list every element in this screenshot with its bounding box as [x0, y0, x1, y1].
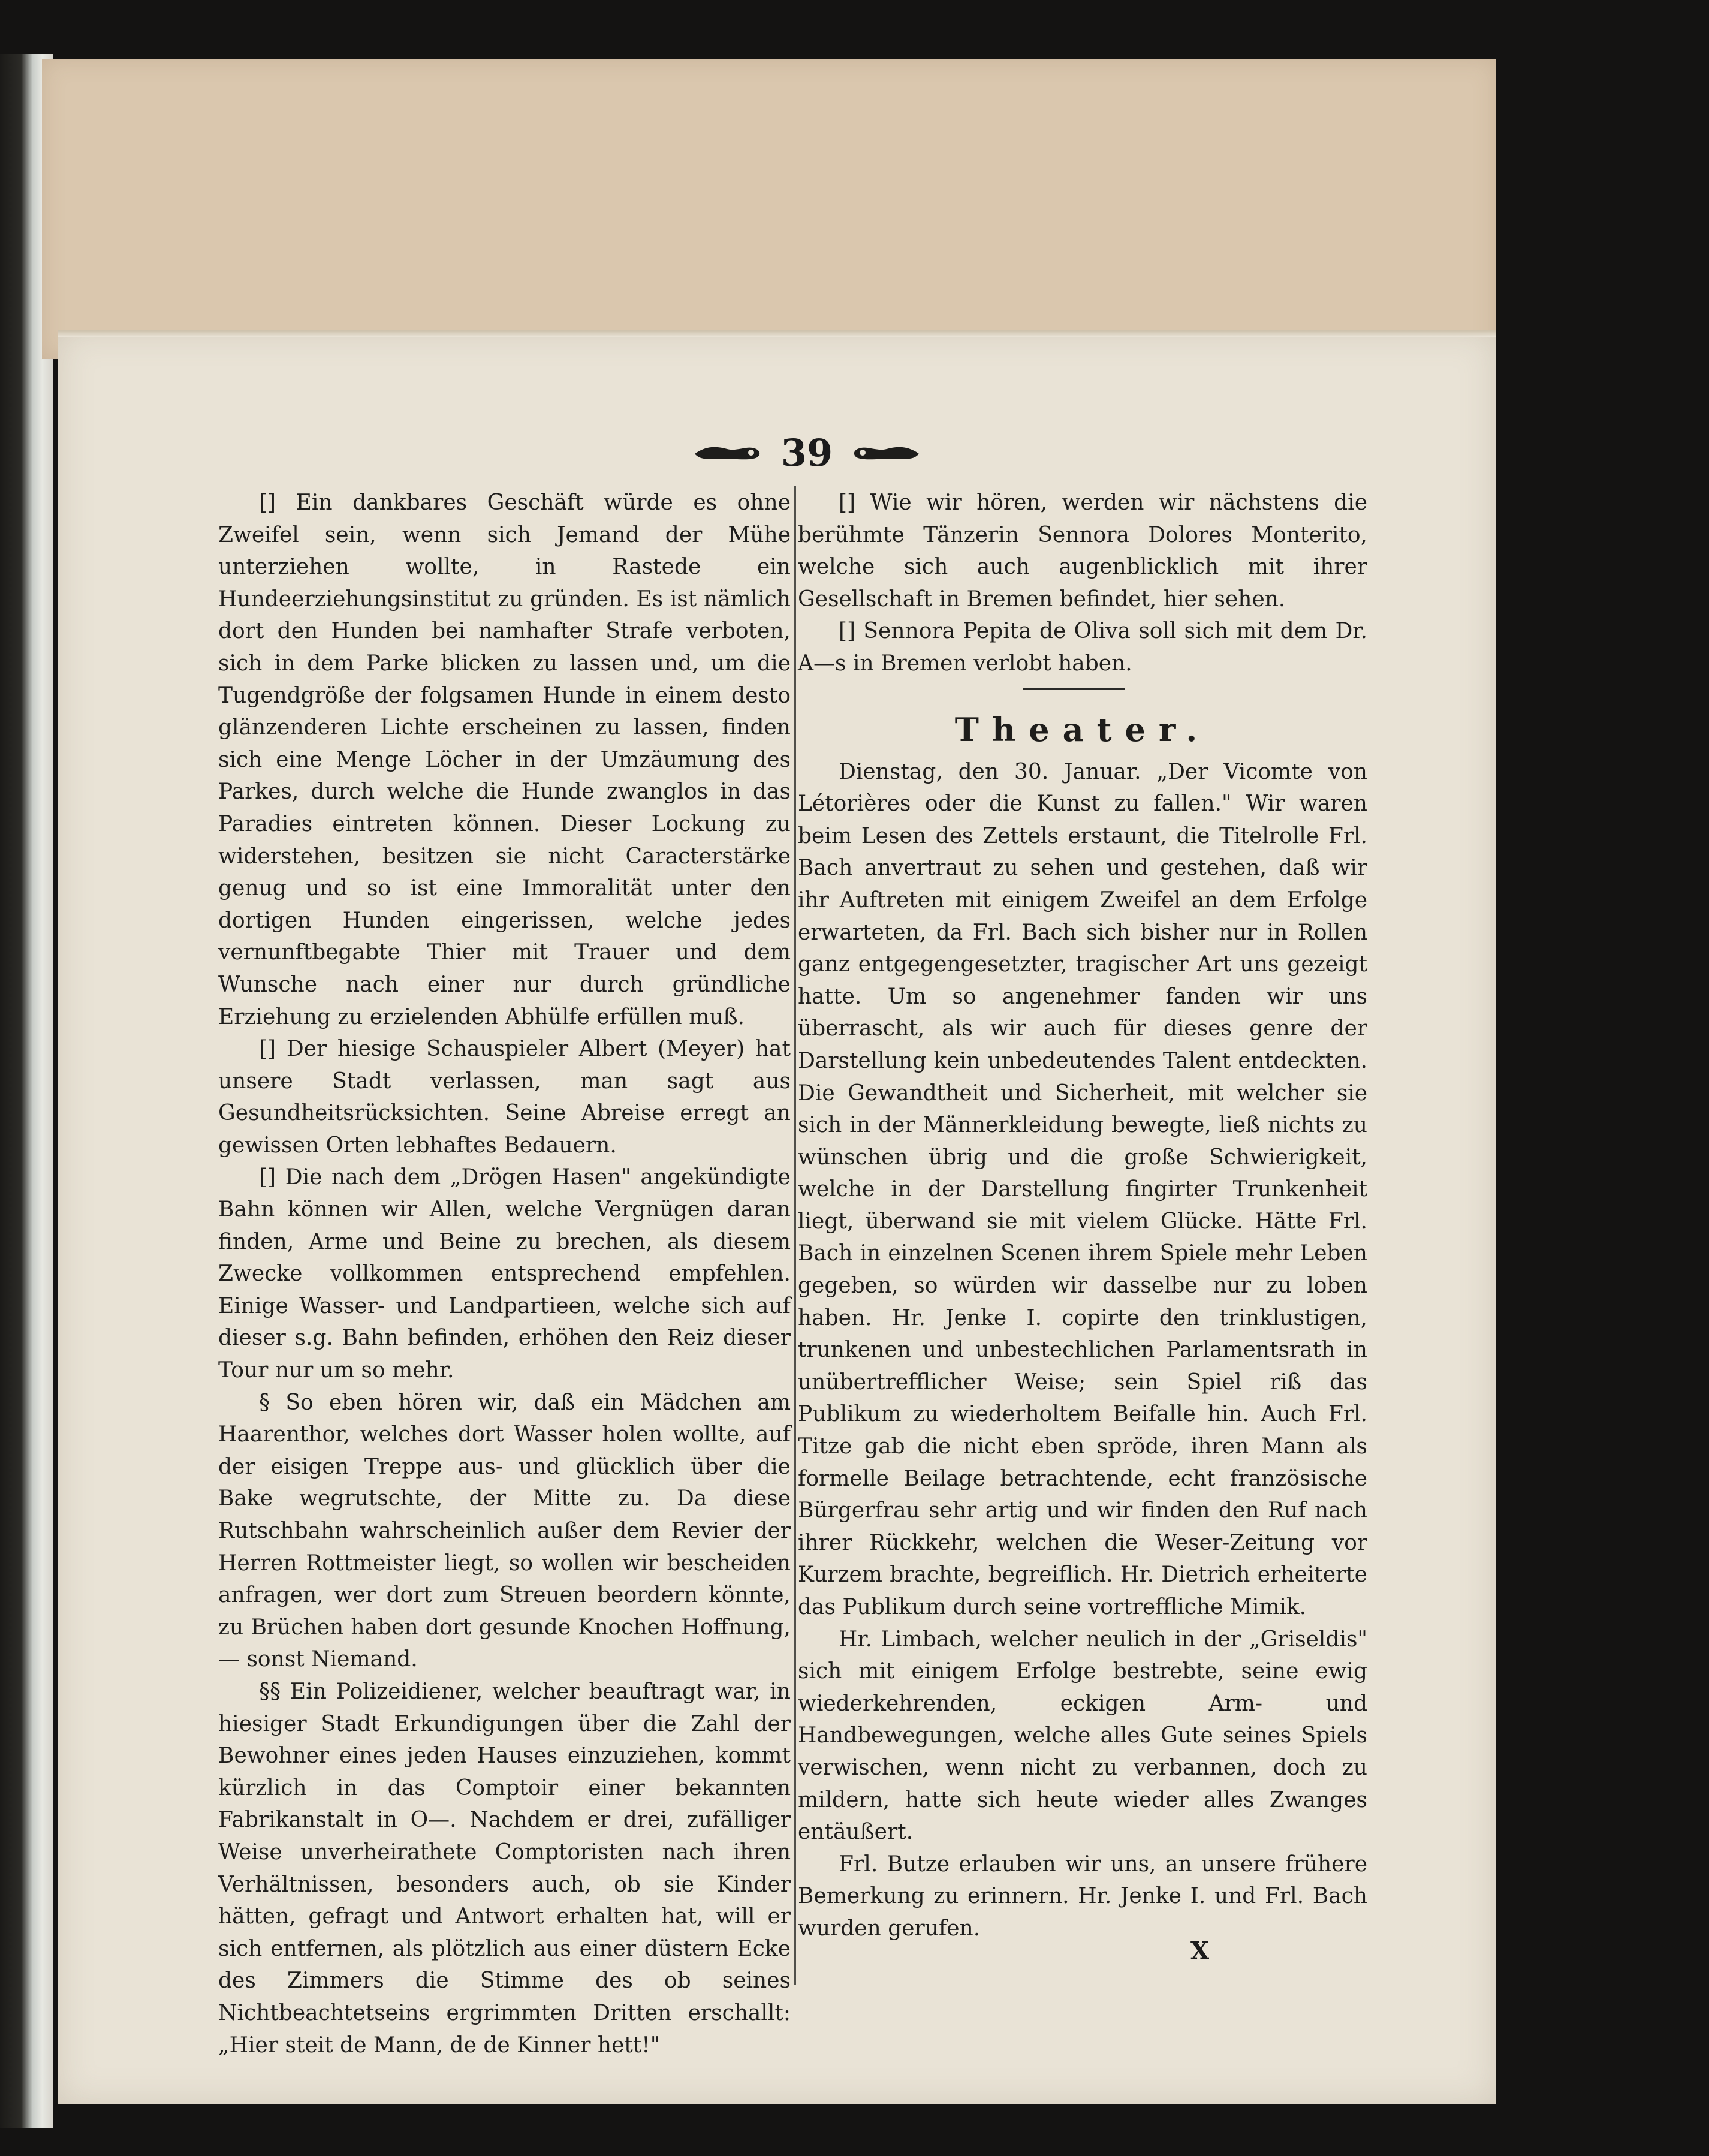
right-column	[798, 487, 1367, 1945]
news-paragraph: [] Sennora Pepita de Oliva soll sich mit dem Dr. A—s in Bremen verlobt haben.	[798, 619, 1367, 676]
page-number: 39	[780, 430, 833, 475]
footer-mark: X	[1190, 1937, 1210, 1965]
section-rule	[1023, 688, 1125, 690]
news-paragraph: [] Wie wir hören, werden wir nächstens die berühmte Tänzerin Sennora Dolores Monterito, welche sich auch augenblicklich mit ihrer Gesellschaft in Bremen befindet, hier sehen.	[798, 490, 1367, 612]
right-ornament-icon	[849, 441, 921, 465]
theater-paragraph: Hr. Limbach, welcher neulich in der „Griseldis" sich mit einigem Erfolge bestrebte, seine ewig wiederkehrenden, eckigen Arm- und Handbewegungen, welche alles Gute seines Spiels verwischen, wenn nicht zu verbannen, doch zu mildern, hatte sich heute wieder alles Zwanges entäußert.	[798, 1627, 1367, 1845]
article-paragraph: [] Ein dankbares Geschäft würde es ohne Zweifel sein, wenn sich Jemand der Mühe unterziehen wollte, in Rastede ein Hundeerziehungsinstitut zu gründen. Es ist nämlich dort den Hunden bei namhafter Strafe verboten, sich in dem Parke blicken zu lassen und, um die Tugendgröße der folgsamen Hunde in einem desto glänzenderen Lichte erscheinen zu lassen, finden sich eine Menge Löcher in der Umzäumung des Parkes, durch welche die Hunde zwanglos in das Paradies eintreten können. Dieser Lockung zu widerstehen, besitzen sie nicht Caracterstärke genug und so ist eine Immoralität unter den dortigen Hunden eingerissen, welche jedes vernunftbegabte Thier mit Trauer und dem Wunsche nach einer nur durch gründliche Erziehung zu erzielenden Abhülfe erfüllen muß.	[218, 490, 791, 1029]
left-column	[218, 487, 791, 2061]
article-paragraph: [] Die nach dem „Drögen Hasen" angekündigte Bahn können wir Allen, welche Vergnügen daran finden, Arme und Beine zu brechen, als diesem Zwecke vollkommen entsprechend empfehlen. Einige Wasser- und Landpartieen, welche sich auf dieser s.g. Bahn befinden, erhöhen den Reiz dieser Tour nur um so mehr.	[218, 1165, 791, 1383]
newspaper-page	[58, 330, 1496, 2104]
page-header	[657, 426, 957, 480]
back-sheet	[42, 59, 1496, 359]
column-divider	[794, 486, 796, 1985]
article-paragraph: § So eben hören wir, daß ein Mädchen am Haarenthor, welches dort Wasser holen wollte, auf der eisigen Treppe aus- und glücklich über die Bake wegrutschte, der Mitte zu. Da diese Rutschbahn wahrscheinlich außer dem Revier der Herren Rottmeister liegt, so wollen wir bescheiden anfragen, wer dort zum Streuen beordern könnte, zu Brüchen haben dort gesunde Knochen Hoffnung, — sonst Niemand.	[218, 1390, 791, 1672]
theater-paragraph: Dienstag, den 30. Januar. „Der Vicomte von Létorières oder die Kunst zu fallen." Wir waren beim Lesen des Zettels erstaunt, die Titelrolle Frl. Bach anvertraut zu sehen und gestehen, daß wir ihr Auftreten mit einigem Zweifel an dem Erfolge erwarteten, da Frl. Bach sich bisher nur in Rollen ganz entgegengesetzter, tragischer Art uns gezeigt hatte. Um so angenehmer fanden wir uns überrascht, als wir auch für dieses genre der Darstellung kein unbedeutendes Talent entdeckten. Die Gewandtheit und Sicherheit, mit welcher sie sich in der Männerkleidung bewegte, ließ nichts zu wünschen übrig und die große Schwierigkeit, welche in der Darstellung fingirter Trunkenheit liegt, überwand sie mit vielem Glücke. Hätte Frl. Bach in einzelnen Scenen ihrem Spiele mehr Leben gegeben, so würden wir dasselbe nur zu loben haben. Hr. Jenke I. copirte den trinklustigen, trunkenen und unbestechlichen Parlamentsrath in unübertrefflicher Weise; sein Spiel riß das Publikum zu wiederholtem Beifalle hin. Auch Frl. Titze gab die nicht eben spröde, ihren Mann als formelle Beilage betrachtende, echt französische Bürgerfrau sehr artig und wir finden den Ruf nach ihrer Rückkehr, welchen die Weser-Zeitung vor Kurzem brachte, begreiflich. Hr. Dietrich erheiterte das Publikum durch seine vortreffliche Mimik.	[798, 759, 1367, 1619]
left-ornament-icon	[692, 441, 764, 465]
book-binding-edge	[0, 54, 53, 2128]
theater-paragraph: Frl. Butze erlauben wir uns, an unsere frühere Bemerkung zu erinnern. Hr. Jenke I. und Frl. Bach wurden gerufen.	[798, 1851, 1367, 1941]
section-heading: Theater.	[954, 710, 1211, 749]
article-paragraph: §§ Ein Polizeidiener, welcher beauftragt war, in hiesiger Stadt Erkundigungen über die Zahl der Bewohner eines jeden Hauses einzuziehen, kommt kürzlich in das Comptoir einer bekannten Fabrikanstalt in O—. Nachdem er drei, zufälliger Weise unverheirathete Comptoristen nach ihren Verhältnissen, besonders auch, ob sie Kinder hätten, gefragt und Antwort erhalten hat, will er sich entfernen, als plötzlich aus einer düstern Ecke des Zimmers die Stimme des ob seines Nichtbeachtetseins ergrimmten Dritten erschallt: „Hier steit de Mann, de de Kinner hett!"	[218, 1679, 791, 2058]
article-paragraph: [] Der hiesige Schauspieler Albert (Meyer) hat unsere Stadt verlassen, man sagt aus Gesundheitsrücksichten. Seine Abreise erregt an gewissen Orten lebhaftes Bedauern.	[218, 1037, 791, 1158]
